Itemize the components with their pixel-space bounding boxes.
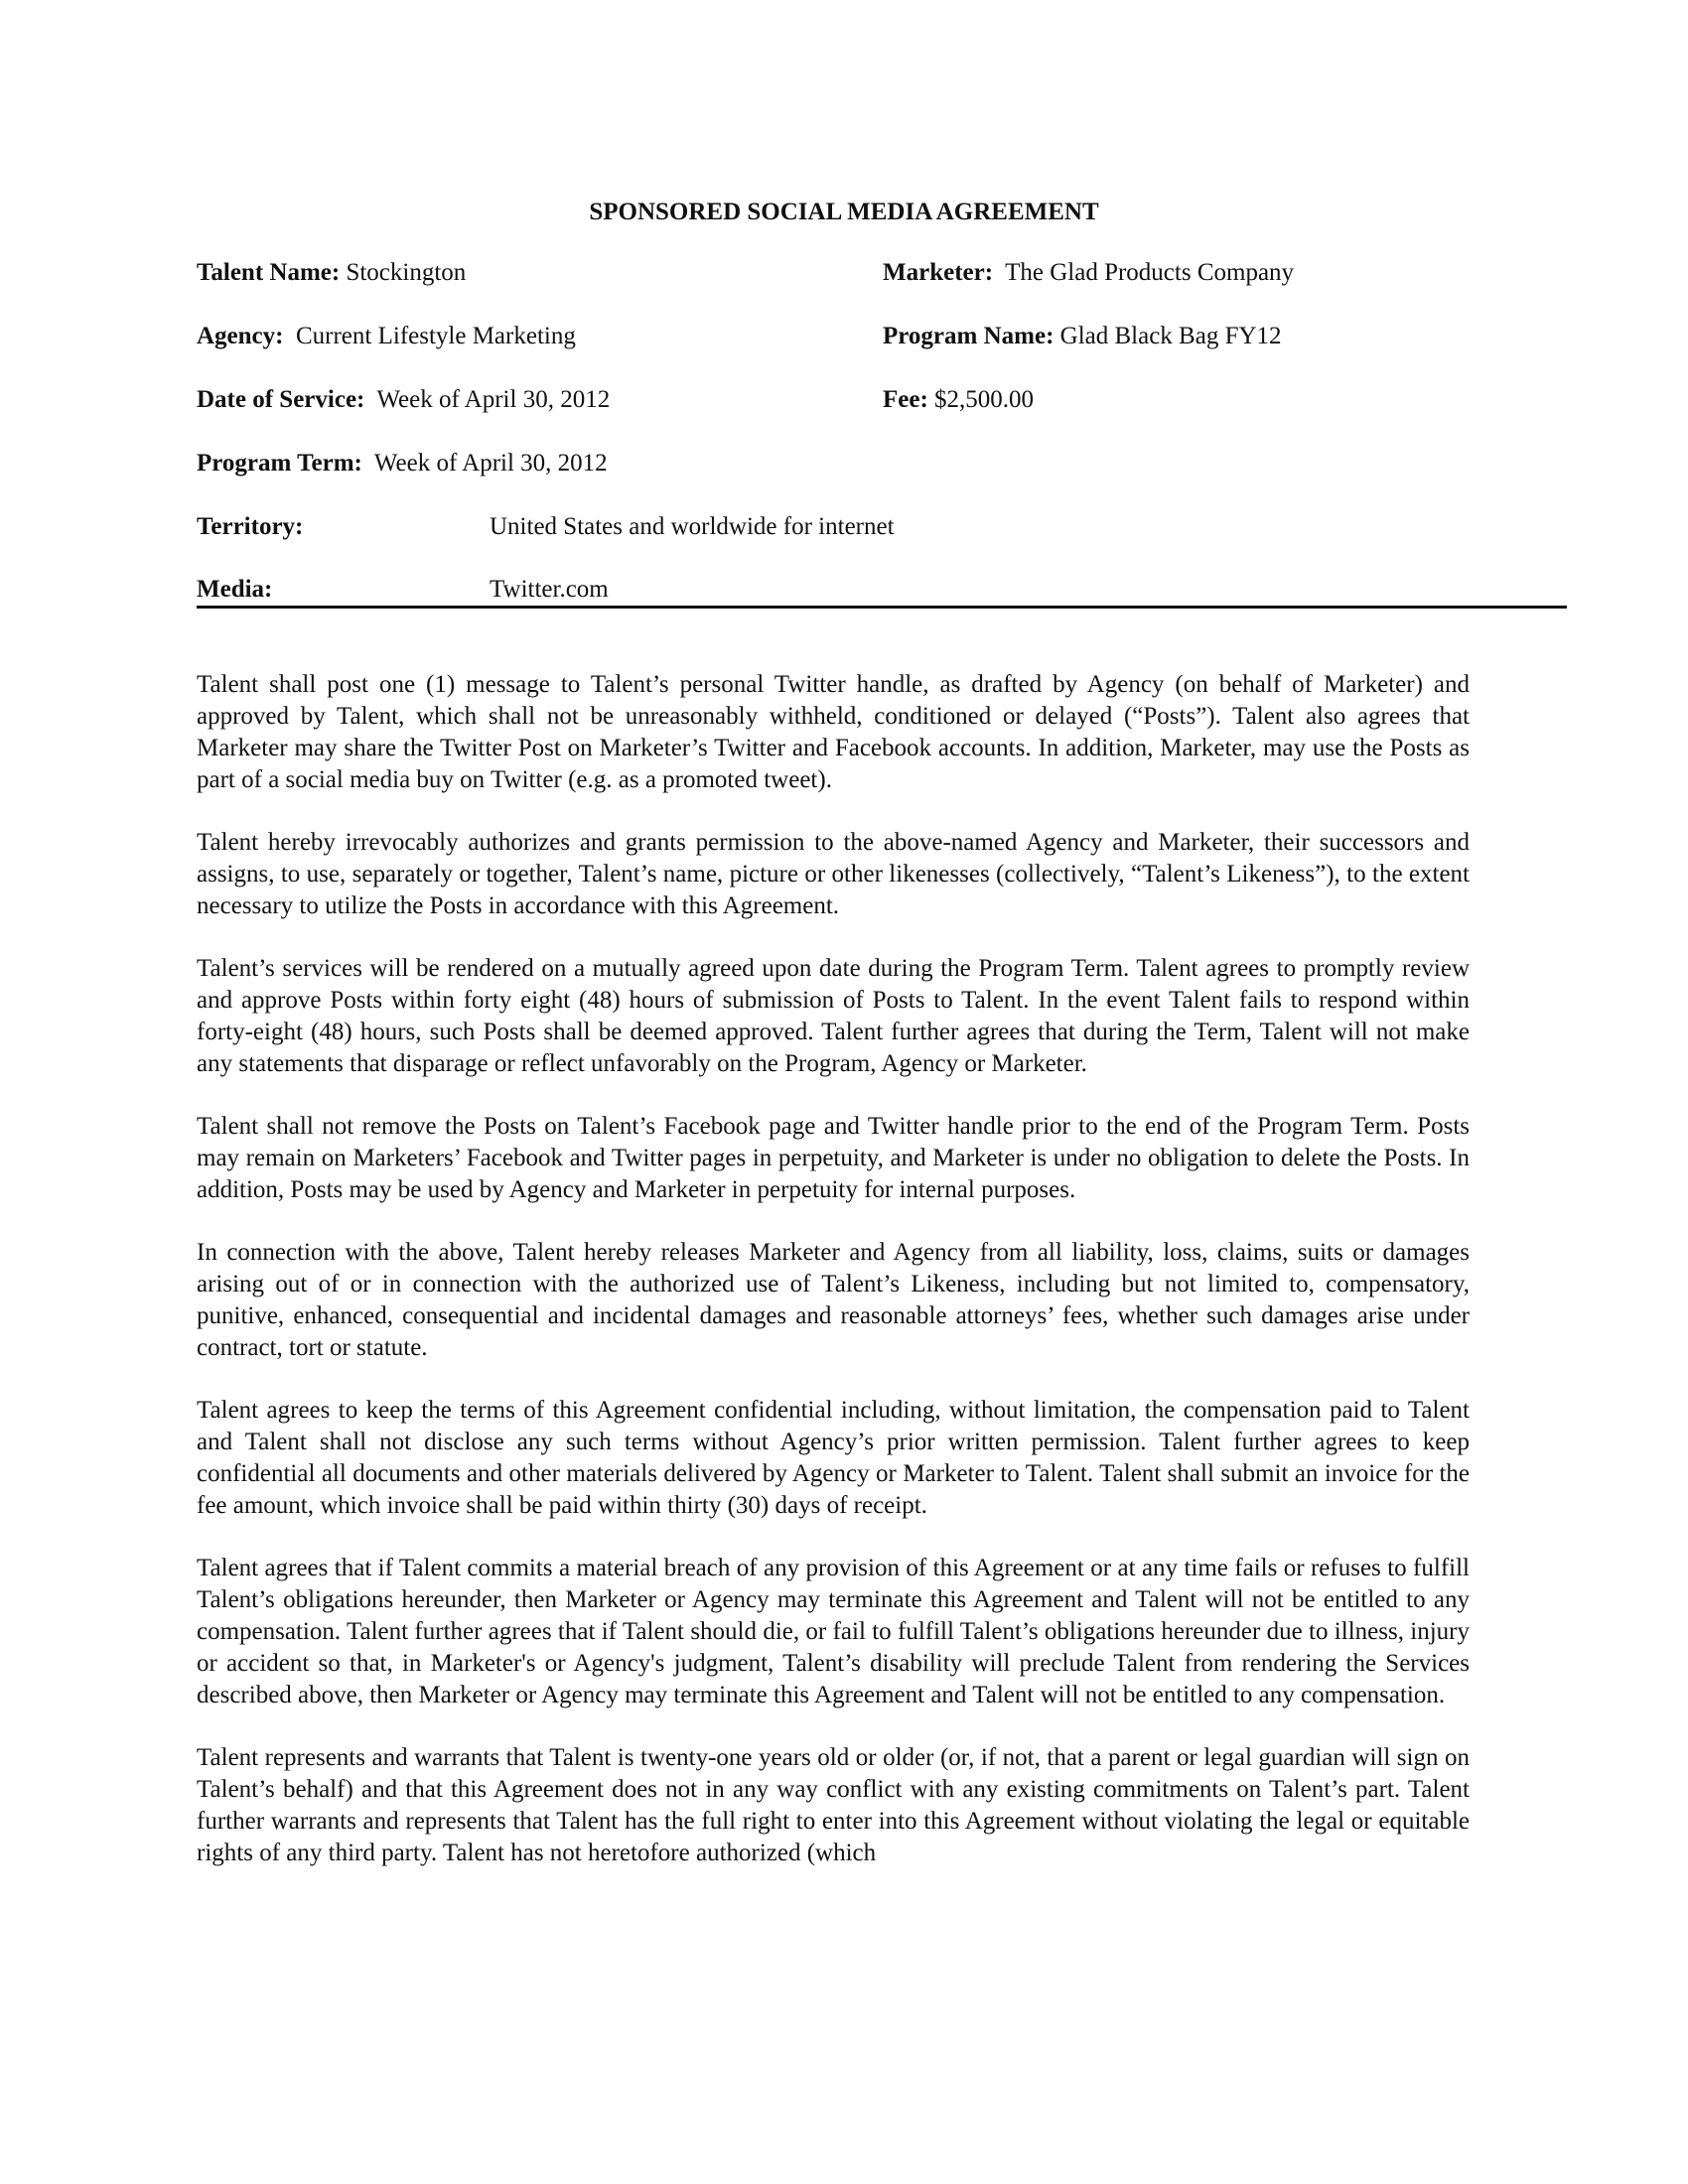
paragraph-posting: Talent shall post one (1) message to Talent’s personal Twitter handle, as drafted by Agency (on behalf of Marketer) and approved by Talent, which shall not be unreasonably withheld, conditioned or delayed (“Posts”). Talent also agrees that Marketer may share the Twitter Post on Marketer’s Twitter and Facebook accounts. In addition, Marketer, may use the Posts as part of a social media buy on Twitter (e.g. as a promoted tweet).: [197, 671, 1470, 793]
paragraph-services: Talent’s services will be rendered on a mutually agreed upon date during the Program Term. Talent agrees to promptly review and approve Posts within forty eight (48) hours of submission of Posts to Talent. In the event Talent fails to respond within forty-eight (48) hours, such Posts shall be deemed approved. Talent further agrees that during the Term, Talent will not make any statements that disparage or reflect unfavorably on the Program, Agency or Marketer.: [197, 955, 1470, 1077]
paragraph-termination: Talent agrees that if Talent commits a material breach of any provision of this Agreement or at any time fails or refuses to fulfill Talent’s obligations hereunder, then Marketer or Agency may terminate this Agreement and Talent will not be entitled to any compensation. Talent further agrees that if Talent should die, or fail to fulfill Talent’s obligations hereunder due to illness, injury or accident so that, in Marketer's or Agency's judgment, Talent’s disability will preclude Talent from rendering the Services described above, then Marketer or Agency may terminate this Agreement and Talent will not be entitled to any compensation.: [197, 1555, 1470, 1708]
field-label: Agency:: [197, 323, 284, 349]
field-value: Week of April 30, 2012: [373, 450, 608, 477]
field-value: Stockington: [346, 259, 467, 286]
field-program-name: [883, 321, 1282, 352]
field-value: Twitter.com: [490, 576, 609, 603]
field-value: Week of April 30, 2012: [376, 386, 611, 413]
field-agency: [197, 321, 576, 352]
field-label: Fee:: [883, 386, 928, 413]
agreement-body: [197, 669, 1470, 1900]
field-value: Current Lifestyle Marketing: [295, 323, 576, 349]
field-marketer: [883, 257, 1294, 289]
paragraph-likeness-grant: Talent hereby irrevocably authorizes and grants permission to the above-named Agency and Marketer, their successors and assigns, to use, separately or together, Talent’s name, picture or other likenesses (collectively, “Talent’s Likeness”), to the extent necessary to utilize the Posts in accordance with this Agreement.: [197, 829, 1470, 919]
field-fee: [883, 384, 1034, 416]
field-label: Territory:: [197, 513, 304, 540]
field-program-term: [197, 448, 608, 479]
paragraph-release: In connection with the above, Talent hereby releases Marketer and Agency from all liability, loss, claims, suits or damages arising out of or in connection with the authorized use of Talent’s Likeness, including but not limited to, compensatory, punitive, enhanced, consequential and incidental damages and reasonable attorneys’ fees, whether such damages arise under contract, tort or statute.: [197, 1239, 1470, 1361]
field-value: United States and worldwide for internet: [490, 513, 895, 540]
field-media: [197, 574, 1090, 606]
field-label: Talent Name:: [197, 259, 341, 286]
field-value: The Glad Products Company: [1005, 259, 1295, 286]
field-value: $2,500.00: [934, 386, 1035, 413]
field-label: Date of Service:: [197, 386, 365, 413]
field-talent-name: [197, 257, 466, 289]
field-label: Program Term:: [197, 450, 362, 477]
field-value: Glad Black Bag FY12: [1059, 323, 1282, 349]
paragraph-post-retention: Talent shall not remove the Posts on Talent’s Facebook page and Twitter handle prior to the end of the Program Term. Posts may remain on Marketers’ Facebook and Twitter pages in perpetuity, and Marketer is under no obligation to delete the Posts. In addition, Posts may be used by Agency and Marketer in perpetuity for internal purposes.: [197, 1113, 1470, 1203]
paragraph-confidentiality: Talent agrees to keep the terms of this Agreement confidential including, without limitation, the compensation paid to Talent and Talent shall not disclose any such terms without Agency’s prior written permission. Talent further agrees to keep confidential all documents and other materials delivered by Agency or Marketer to Talent. Talent shall submit an invoice for the fee amount, which invoice shall be paid within thirty (30) days of receipt.: [197, 1397, 1470, 1519]
paragraph-warranties: Talent represents and warrants that Talent is twenty-one years old or older (or, if not, that a parent or legal guardian will sign on Talent’s behalf) and that this Agreement does not in any way conflict with any existing commitments on Talent’s part. Talent further warrants and represents that Talent has the full right to enter into this Agreement without violating the legal or equitable rights of any third party. Talent has not heretofore authorized (which: [197, 1744, 1470, 1866]
field-date-of-service: [197, 384, 610, 416]
field-label: Marketer:: [883, 259, 994, 286]
header-divider: [197, 606, 1567, 609]
field-territory: [197, 511, 1090, 543]
field-label: Media:: [197, 576, 273, 603]
field-label: Program Name:: [883, 323, 1055, 349]
document-title: SPONSORED SOCIAL MEDIA AGREEMENT: [589, 199, 1099, 225]
